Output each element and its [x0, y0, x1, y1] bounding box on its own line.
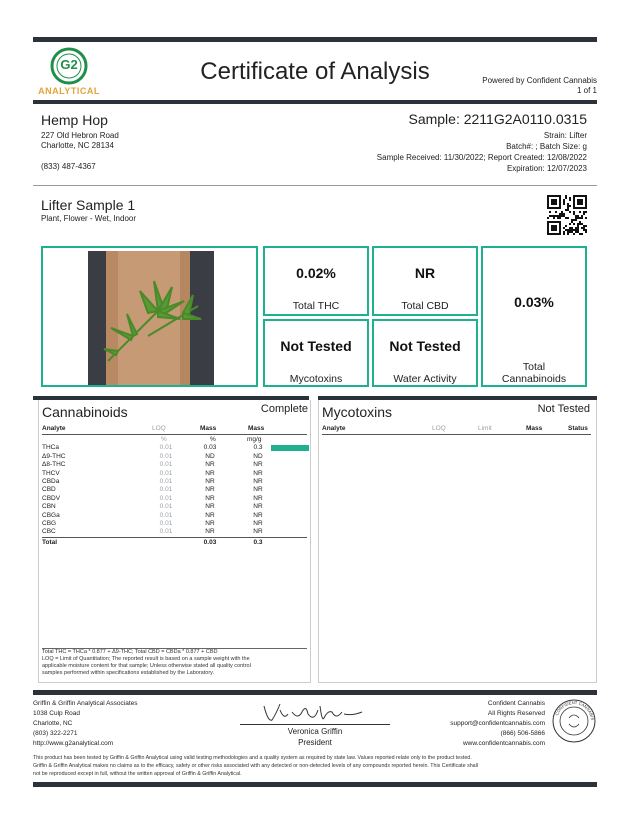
- total-analyte: Total: [42, 538, 58, 546]
- mass-mg-cell: 0.3: [253, 444, 263, 452]
- analyte-cell: CBG: [42, 519, 57, 527]
- col-loq: LOQ: [152, 425, 166, 432]
- total-row: [42, 537, 307, 547]
- units-row: [42, 436, 307, 444]
- total-mg: 0.3: [253, 538, 263, 546]
- col-analyte: Analyte: [42, 425, 66, 432]
- seal-text: CONFIDENT CANNABIS: [554, 699, 596, 721]
- water-activity-value: Not Tested: [389, 338, 461, 354]
- unit-pct: %: [210, 436, 216, 443]
- loq-cell: 0.01: [159, 511, 173, 519]
- lab-url[interactable]: http://www.g2analytical.com: [33, 740, 114, 747]
- loq-cell: 0.01: [159, 494, 173, 502]
- page-title: Certificate of Analysis: [200, 58, 430, 85]
- page-number: 1 of 1: [576, 86, 597, 95]
- myco-col-status: Status: [568, 425, 588, 432]
- client-name: Hemp Hop: [41, 112, 108, 128]
- signer-title: President: [298, 738, 332, 747]
- col-mass-pct: Mass: [200, 425, 217, 432]
- cannabinoids-title: Cannabinoids: [42, 404, 128, 420]
- bottom-bar: [33, 782, 597, 787]
- cannabinoids-header-row: [42, 425, 307, 435]
- sample-id: Sample: 2211G2A0110.0315: [408, 111, 587, 127]
- analyte-cell: CBDa: [42, 477, 60, 485]
- mass-mg-cell: NR: [253, 528, 263, 536]
- analyte-cell: CBC: [42, 528, 56, 536]
- table-row: [42, 512, 307, 520]
- table-row: [42, 528, 307, 536]
- loq-cell: 0.01: [159, 503, 173, 511]
- total-cannabinoids-box: [481, 246, 587, 387]
- qr-code-icon: [547, 195, 587, 235]
- loq-cell: 0.01: [159, 477, 173, 485]
- mass-pct-cell: NR: [205, 461, 215, 469]
- mass-mg-cell: NR: [253, 461, 263, 469]
- loq-cell: 0.01: [159, 519, 173, 527]
- analyte-cell: THCa: [42, 444, 59, 452]
- cc-info: [450, 699, 545, 749]
- sample-photo-frame: [41, 246, 258, 387]
- table-row: [42, 520, 307, 528]
- client-address2: Charlotte, NC 28134: [41, 141, 114, 150]
- mass-mg-cell: NR: [253, 494, 263, 502]
- total-thc-box: [263, 246, 369, 316]
- powered-by: Powered by Confident Cannabis: [482, 76, 597, 85]
- cannabis-sample-photo: [88, 251, 214, 385]
- sample-strain: Strain: Lifter: [543, 131, 587, 140]
- mass-pct-cell: NR: [205, 477, 215, 485]
- cannabinoids-footnotes: [42, 649, 308, 677]
- lab-info: [33, 699, 138, 749]
- cannabinoid-rows: [42, 444, 307, 536]
- mass-pct-cell: NR: [205, 511, 215, 519]
- mass-mg-cell: NR: [253, 469, 263, 477]
- total-cbd-value: NR: [414, 265, 436, 281]
- total-pct: 0.03: [203, 538, 217, 546]
- unit-loq: %: [161, 436, 167, 443]
- mass-mg-cell: NR: [253, 519, 263, 527]
- table-row: [42, 470, 307, 478]
- client-phone: (833) 487-4367: [41, 162, 96, 171]
- mass-pct-cell: NR: [205, 486, 215, 494]
- table-row: [42, 486, 307, 494]
- sample-batch: Batch#: ; Batch Size: g: [506, 142, 587, 151]
- signature-icon: [258, 700, 368, 726]
- total-thc-label: Total THC: [292, 300, 340, 312]
- sample-name: Lifter Sample 1: [41, 197, 136, 213]
- logo-mark-text: G2: [60, 57, 78, 72]
- table-row: [42, 444, 307, 452]
- sample-dates: Sample Received: 11/30/2022; Report Created: 12/08/2022: [376, 153, 587, 162]
- loq-cell: 0.01: [159, 528, 173, 536]
- sample-type: Plant, Flower - Wet, Indoor: [41, 214, 136, 223]
- total-cannabinoids-label2: Cannabinoids: [501, 373, 567, 385]
- logo-text: ANALYTICAL: [38, 86, 100, 96]
- water-activity-label: Water Activity: [393, 373, 457, 385]
- analyte-cell: CBN: [42, 503, 56, 511]
- mycotoxins-panel: [318, 400, 597, 683]
- cannabinoids-table: [42, 436, 307, 547]
- footnote-1: Total THC = THCa * 0.877 + Δ9-THC; Total CBD = CBDa * 0.877 + CBD: [42, 649, 218, 655]
- concentration-bar: [271, 445, 309, 451]
- lab-phone: (803) 322-2271: [33, 730, 78, 737]
- lab-name: Griffin & Griffin Analytical Associates: [33, 700, 138, 707]
- disclaimer: [33, 754, 599, 778]
- mycotoxins-value: Not Tested: [280, 338, 352, 354]
- table-row: [42, 478, 307, 486]
- mass-mg-cell: NR: [253, 477, 263, 485]
- mass-pct-cell: NR: [205, 519, 215, 527]
- mass-mg-cell: NR: [253, 511, 263, 519]
- loq-cell: 0.01: [159, 469, 173, 477]
- mass-pct-cell: 0.03: [203, 444, 217, 452]
- cannabinoids-panel: [38, 400, 311, 683]
- mycotoxins-title: Mycotoxins: [322, 404, 393, 420]
- cannabinoids-status: Complete: [260, 403, 308, 415]
- cc-email[interactable]: support@confidentcannabis.com: [450, 720, 545, 727]
- mass-mg-cell: NR: [253, 503, 263, 511]
- disclaimer-line1: This product has been tested by Griffin & Griffin Analytical using valid testing methodologies and a quality system as required by state law. Values reported relate only to the product tested.: [33, 755, 472, 761]
- mycotoxins-box: [263, 319, 369, 387]
- mass-pct-cell: NR: [205, 528, 215, 536]
- client-address1: 227 Old Hebron Road: [41, 131, 119, 140]
- top-bar: [33, 37, 597, 42]
- cc-rights: All Rights Reserved: [487, 710, 545, 717]
- loq-cell: 0.01: [159, 452, 173, 460]
- total-cbd-label: Total CBD: [401, 300, 449, 312]
- header-divider: [33, 100, 597, 104]
- myco-col-loq: LOQ: [432, 425, 446, 432]
- section-divider: [33, 185, 597, 186]
- table-row: [42, 453, 307, 461]
- signer-name: Veronica Griffin: [287, 727, 343, 736]
- mass-mg-cell: ND: [253, 452, 263, 460]
- table-row: [42, 461, 307, 469]
- table-row: [42, 503, 307, 511]
- loq-cell: 0.01: [159, 444, 173, 452]
- myco-col-limit: Limit: [478, 425, 492, 432]
- cc-name: Confident Cannabis: [487, 700, 545, 707]
- total-cannabinoids-value: 0.03%: [514, 294, 554, 310]
- analyte-cell: CBGa: [42, 511, 60, 519]
- mass-pct-cell: ND: [205, 452, 215, 460]
- signature-line: [240, 724, 390, 725]
- table-row: [42, 495, 307, 503]
- analyte-cell: CBDV: [42, 494, 61, 502]
- col-mass-mg: Mass: [248, 425, 265, 432]
- disclaimer-line2: Griffin & Griffin Analytical makes no claims as to the efficacy, safety or other risks associated with any detected or non-detected levels of any compounds reported herein. This Certificate shall: [33, 763, 478, 769]
- total-cannabinoids-label1: Total: [522, 361, 546, 373]
- disclaimer-line3: not be reproduced except in full, without the written approval of Griffin & Griffin Analytical.: [33, 771, 242, 777]
- mass-pct-cell: NR: [205, 494, 215, 502]
- sample-expiration: Expiration: 12/07/2023: [506, 164, 587, 173]
- lab-address2: Charlotte, NC: [33, 720, 73, 727]
- footer-top-bar: [33, 690, 597, 695]
- cc-phone: (866) 506-5866: [500, 730, 545, 737]
- footnote-3: applicable moisture content for that sample; Unless otherwise stated all quality control: [42, 663, 251, 669]
- mass-pct-cell: NR: [205, 469, 215, 477]
- total-cbd-box: [372, 246, 478, 316]
- total-thc-value: 0.02%: [296, 265, 336, 281]
- unit-mg: mg/g: [247, 436, 262, 443]
- loq-cell: 0.01: [159, 486, 173, 494]
- myco-col-analyte: Analyte: [322, 425, 346, 432]
- lab-address1: 1038 Culp Road: [33, 710, 80, 717]
- water-activity-box: [372, 319, 478, 387]
- mass-mg-cell: NR: [253, 486, 263, 494]
- mycotoxins-status: Not Tested: [537, 403, 590, 415]
- g2-logo: [36, 47, 102, 99]
- analyte-cell: THCV: [42, 469, 60, 477]
- mass-pct-cell: NR: [205, 503, 215, 511]
- loq-cell: 0.01: [159, 461, 173, 469]
- mycotoxins-header-row: [322, 425, 591, 435]
- cc-url[interactable]: www.confidentcannabis.com: [462, 740, 545, 747]
- analyte-cell: Δ9-THC: [42, 452, 66, 460]
- confident-cannabis-seal-icon: [551, 698, 597, 744]
- footnote-2: LOQ = Limit of Quantitation; The reported result is based on a sample weight with the: [42, 656, 250, 662]
- mycotoxins-label: Mycotoxins: [289, 373, 343, 385]
- myco-col-mass: Mass: [526, 425, 543, 432]
- footnote-4: samples performed within specifications established by the Laboratory.: [42, 670, 215, 676]
- analyte-cell: CBD: [42, 486, 56, 494]
- analyte-cell: Δ8-THC: [42, 461, 66, 469]
